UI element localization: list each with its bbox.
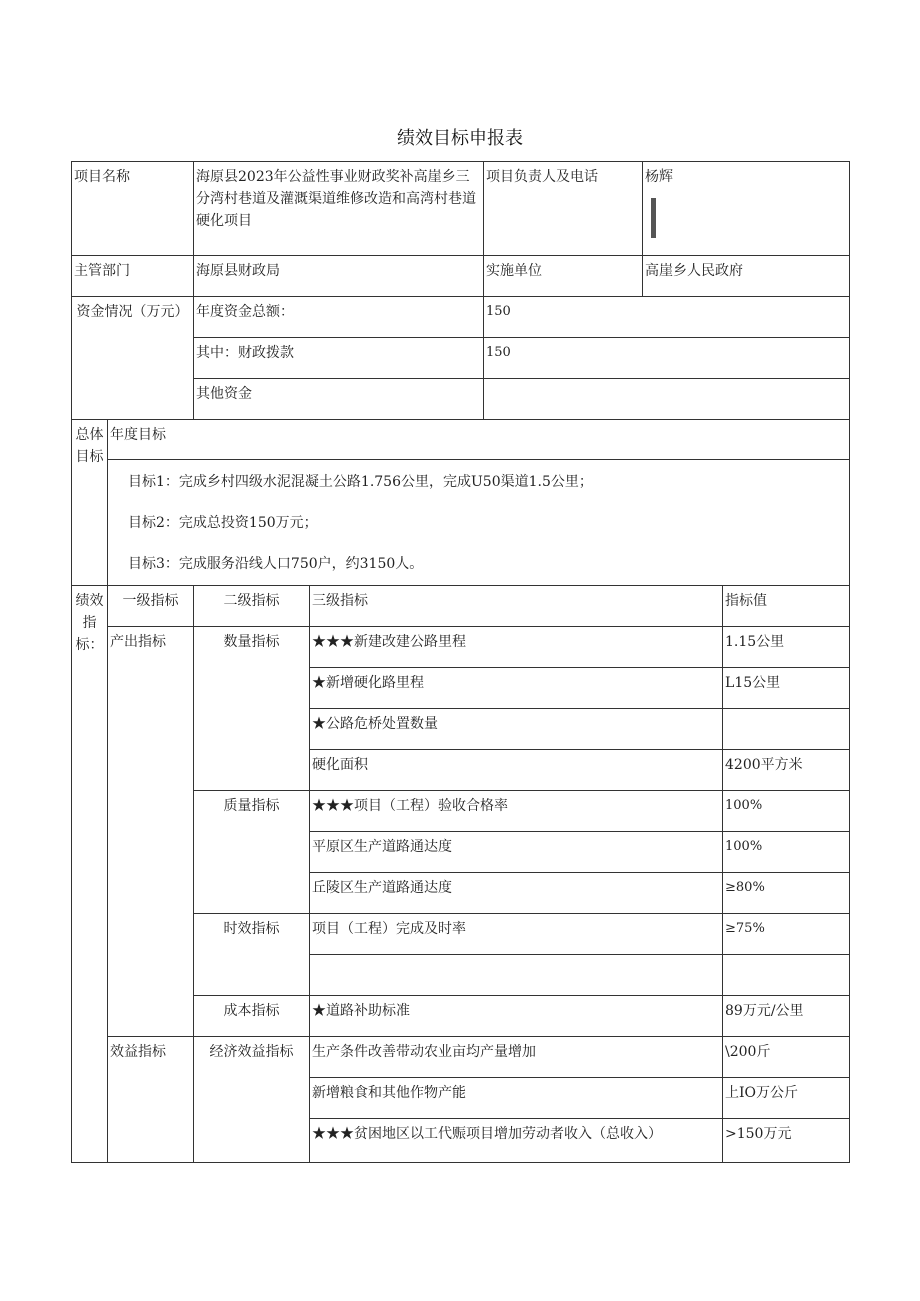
indicator-name: ★公路危桥处置数量 — [310, 709, 723, 750]
indicator-value: 100% — [723, 832, 850, 873]
indicator-value — [723, 709, 850, 750]
department-row — [72, 256, 850, 297]
indicator-name: ★★★项目（工程）验收合格率 — [310, 791, 723, 832]
goal-3: 目标3：完成服务沿线人口750户，约3150人。 — [128, 556, 424, 572]
header-level3: 三级指标 — [310, 586, 723, 627]
project-leader-cell — [643, 162, 850, 256]
indicator-value: 100% — [723, 791, 850, 832]
indicator-name: 生产条件改善带动农业亩均产量增加 — [310, 1037, 723, 1078]
table-row — [72, 627, 850, 668]
implementer-value: 高崖乡人民政府 — [643, 256, 850, 297]
funds-total-label: 年度资金总额： — [194, 297, 484, 338]
indicator-value: 89万元/公里 — [723, 996, 850, 1037]
project-name-value: 海原县2023年公益性事业财政奖补高崖乡三分湾村巷道及灌溉渠道维修改造和高湾村巷道硬化项目 — [194, 162, 484, 256]
project-name-label: 项目名称 — [72, 162, 194, 256]
page-title: 绩效目标申报表 — [397, 128, 523, 149]
indicator-name: ★★★新建改建公路里程 — [310, 627, 723, 668]
indicator-value: 1.15公里 — [723, 627, 850, 668]
quality-indicator-label: 质量指标 — [194, 791, 310, 914]
annual-target-label: 年度目标 — [108, 420, 850, 460]
implementer-label: 实施单位 — [484, 256, 643, 297]
indicator-name: 项目（工程）完成及时率 — [310, 914, 723, 955]
indicator-value: \200斤 — [723, 1037, 850, 1078]
goal-1: 目标1：完成乡村四级水泥混凝土公路1.756公里，完成U50渠道1.5公里； — [128, 474, 593, 490]
indicator-value: ≥80% — [723, 873, 850, 914]
redaction-mark — [651, 198, 656, 238]
indicator-name: 新增粮食和其他作物产能 — [310, 1078, 723, 1119]
indicator-name: ★新增硬化路里程 — [310, 668, 723, 709]
funds-other-label: 其他资金 — [194, 379, 484, 420]
goals-row — [72, 460, 850, 586]
funds-label: 资金情况（万元） — [72, 297, 194, 420]
funds-other-value — [484, 379, 850, 420]
indicator-value: L15公里 — [723, 668, 850, 709]
economic-indicator-label: 经济效益指标 — [194, 1037, 310, 1163]
overall-target-label: 总体目标 — [72, 420, 108, 586]
department-value: 海原县财政局 — [194, 256, 484, 297]
indicator-name: 硬化面积 — [310, 750, 723, 791]
indicator-value: ≥75% — [723, 914, 850, 955]
perf-header-row — [72, 586, 850, 627]
performance-table — [71, 161, 850, 1163]
header-level2: 二级指标 — [194, 586, 310, 627]
header-value: 指标值 — [723, 586, 850, 627]
funds-total-value: 150 — [484, 297, 850, 338]
indicator-name: 平原区生产道路通达度 — [310, 832, 723, 873]
indicator-value — [723, 955, 850, 996]
funds-fiscal-value: 150 — [484, 338, 850, 379]
indicator-value: >150万元 — [723, 1119, 850, 1163]
quantity-indicator-label: 数量指标 — [194, 627, 310, 791]
cost-indicator-label: 成本指标 — [194, 996, 310, 1037]
project-leader-value: 杨辉 — [645, 169, 674, 185]
project-leader-label: 项目负责人及电话 — [484, 162, 643, 256]
project-name-row — [72, 162, 850, 256]
annual-target-row — [72, 420, 850, 460]
funds-fiscal-label: 其中：财政拨款 — [194, 338, 484, 379]
indicator-name: 丘陵区生产道路通达度 — [310, 873, 723, 914]
indicator-value: 4200平方米 — [723, 750, 850, 791]
goal-2: 目标2：完成总投资150万元； — [128, 515, 318, 531]
indicator-name: ★道路补助标准 — [310, 996, 723, 1037]
table-row — [72, 1037, 850, 1078]
department-label: 主管部门 — [72, 256, 194, 297]
indicator-name — [310, 955, 723, 996]
header-level1: 一级指标 — [108, 586, 194, 627]
indicator-name: ★★★贫困地区以工代赈项目增加劳动者收入（总收入） — [310, 1119, 723, 1163]
indicator-value: 上IO万公斤 — [723, 1078, 850, 1119]
benefit-indicator-label: 效益指标 — [108, 1037, 194, 1163]
time-indicator-label: 时效指标 — [194, 914, 310, 996]
perf-indicator-label: 绩效指标： — [72, 586, 108, 1163]
funds-total-row — [72, 297, 850, 338]
output-indicator-label: 产出指标 — [108, 627, 194, 1037]
goals-cell — [108, 460, 850, 586]
